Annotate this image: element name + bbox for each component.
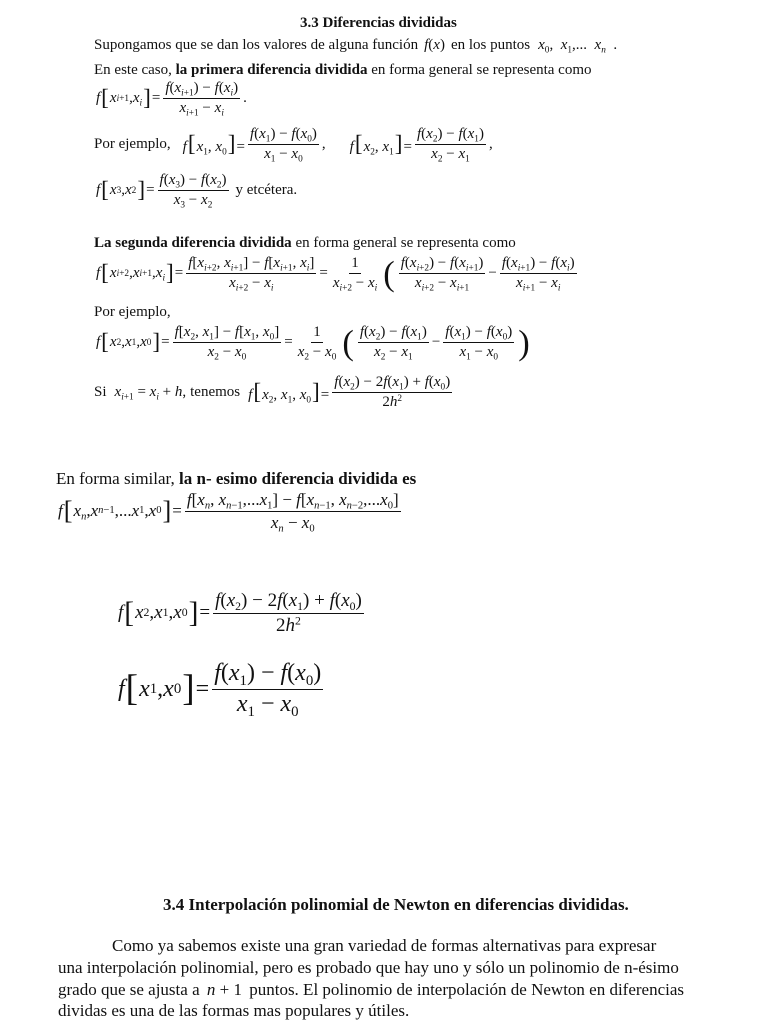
second-diff-rest: en forma general se representa como xyxy=(295,235,516,251)
formula-first-difference-general: f [ x i+1 , $x_i$ ] = $\frac{f(x_{i+1}) - f(x_i)}{x_{i+1} - x_i}$ . xyxy=(96,80,247,119)
paragraph-line-1: Como ya sabemos existe una gran variedad de formas alternativas para expresar xyxy=(112,936,657,955)
nth-difference-intro xyxy=(56,469,416,489)
intro-text-a: Supongamos que se dan los valores de alguna función xyxy=(94,37,419,53)
first-diff-bold: la primera diferencia dividida xyxy=(175,62,368,78)
first-difference-intro xyxy=(94,62,592,79)
formula-second-difference-large: f [ x 2 , x 1 , x 0 ] = $\frac{f(x_2) - 2f(x_1) + f(x_0)}{2h^2}$ xyxy=(118,590,362,636)
paragraph-line-2: una interpolación polinomial, pero es probado que hay uno y sólo un polinomio de n-ésimo xyxy=(58,958,679,977)
para3-text-a: grado que se ajusta a xyxy=(58,980,200,999)
paragraph-line-3 xyxy=(58,980,684,1000)
formula-first-difference-large: f [ x 1 , x 0 ] = $\frac{f(x_1) - f(x_0)}{x_1 - x_0}$ xyxy=(118,660,322,720)
formula-n-plus-1: n + 1 xyxy=(206,980,242,999)
formula-nth-difference: f [ $x_n$ , x n−1 ,... x 1 , x 0 ] = $\frac{f[x_n, x_{n-1},...x_1] - f[x_{n-1}, x_{n-2},...x_0]}{x_n - x_0}$ xyxy=(58,490,399,535)
example-first-differences: Por ejemplo, $f[x_1$, $x_0]=$ $\frac{f(x_1) - f(x_0)}{x_1 - x_0}$ , $f[x_2$, $x_1]=$ $\frac{f(x_2) - f(x_1)}{x_2 - x_1}$ , xyxy=(94,126,493,165)
formula-fx: f(x) xyxy=(424,37,445,53)
etcetera-text: y etcétera. xyxy=(235,182,298,199)
example-label: Por ejemplo, xyxy=(94,136,171,153)
similar-bold: la n- esimo diferencia dividida es xyxy=(179,469,417,488)
intro-text-b: en los puntos xyxy=(450,37,531,53)
example-label-2: Por ejemplo, xyxy=(94,304,171,320)
first-diff-text-b: en forma general se representa como xyxy=(371,62,592,78)
section-heading-3-4: 3.4 Interpolación polinomial de Newton en diferencias divididas. xyxy=(163,895,629,914)
formula-points: $x_0$, $x_1$,... $x_n$ . xyxy=(538,37,618,56)
formula-equal-spacing: Si $x_{i+1} = x_i + h$, tenemos $f[x_2$, $x_1$, $x_0]=$ $\frac{f(x_2) - 2f(x_1) + f(x_0)}{2h^2}$ xyxy=(94,374,451,411)
formula-second-difference-example: f [ x 2 , x 1 , x 0 ] = $\frac{f[x_2, x_1] - f[x_1, x_0]}{x_2 - x_0}$ = $\frac{1}{x_2 - x_0}$ ( $\frac{f(x_2) - f(x_1)}{x_2 - x_1}$ − $\frac{f(x_1) - f(x_0)}{x_1 - x_0}$ ) xyxy=(96,323,530,363)
similar-text: En forma similar, xyxy=(56,469,175,488)
tenemos-text: tenemos xyxy=(190,384,241,401)
example-third-difference: f [ x 3 , x 2 ] = $\frac{f(x_3) - f(x_2)}{x_3 - x_2}$ y etcétera. xyxy=(96,172,298,211)
intro-line xyxy=(94,37,617,54)
paragraph-line-4: dividas es una de las formas mas populares y útiles. xyxy=(58,1001,410,1020)
para3-text-b: puntos. El polinomio de interpolación de Newton en diferencias xyxy=(249,980,685,999)
formula-second-difference-general: f [ x i+2 , x i+1 , $x_i$ ] = $\frac{f[x_{i+2}, x_{i+1}] - f[x_{i+1}, x_i]}{x_{i+2} - x_i}$ = $\frac{1}{x_{i+2} - x_i}$ ( $\frac{f(x_{i+2}) - f(x_{i+1})}{x_{i+2} - x_{i+1}}$ − $\frac{f(x_{i+1}) - f(x_i)}{x_{i+1} - x_i}$ xyxy=(96,254,575,294)
si-text: Si xyxy=(94,384,107,401)
second-diff-bold: La segunda diferencia dividida xyxy=(94,235,292,251)
second-difference-intro xyxy=(94,235,516,252)
first-diff-text-a: En este caso, xyxy=(94,62,172,78)
section-heading-3-3: 3.3 Diferencias divididas xyxy=(300,15,457,31)
